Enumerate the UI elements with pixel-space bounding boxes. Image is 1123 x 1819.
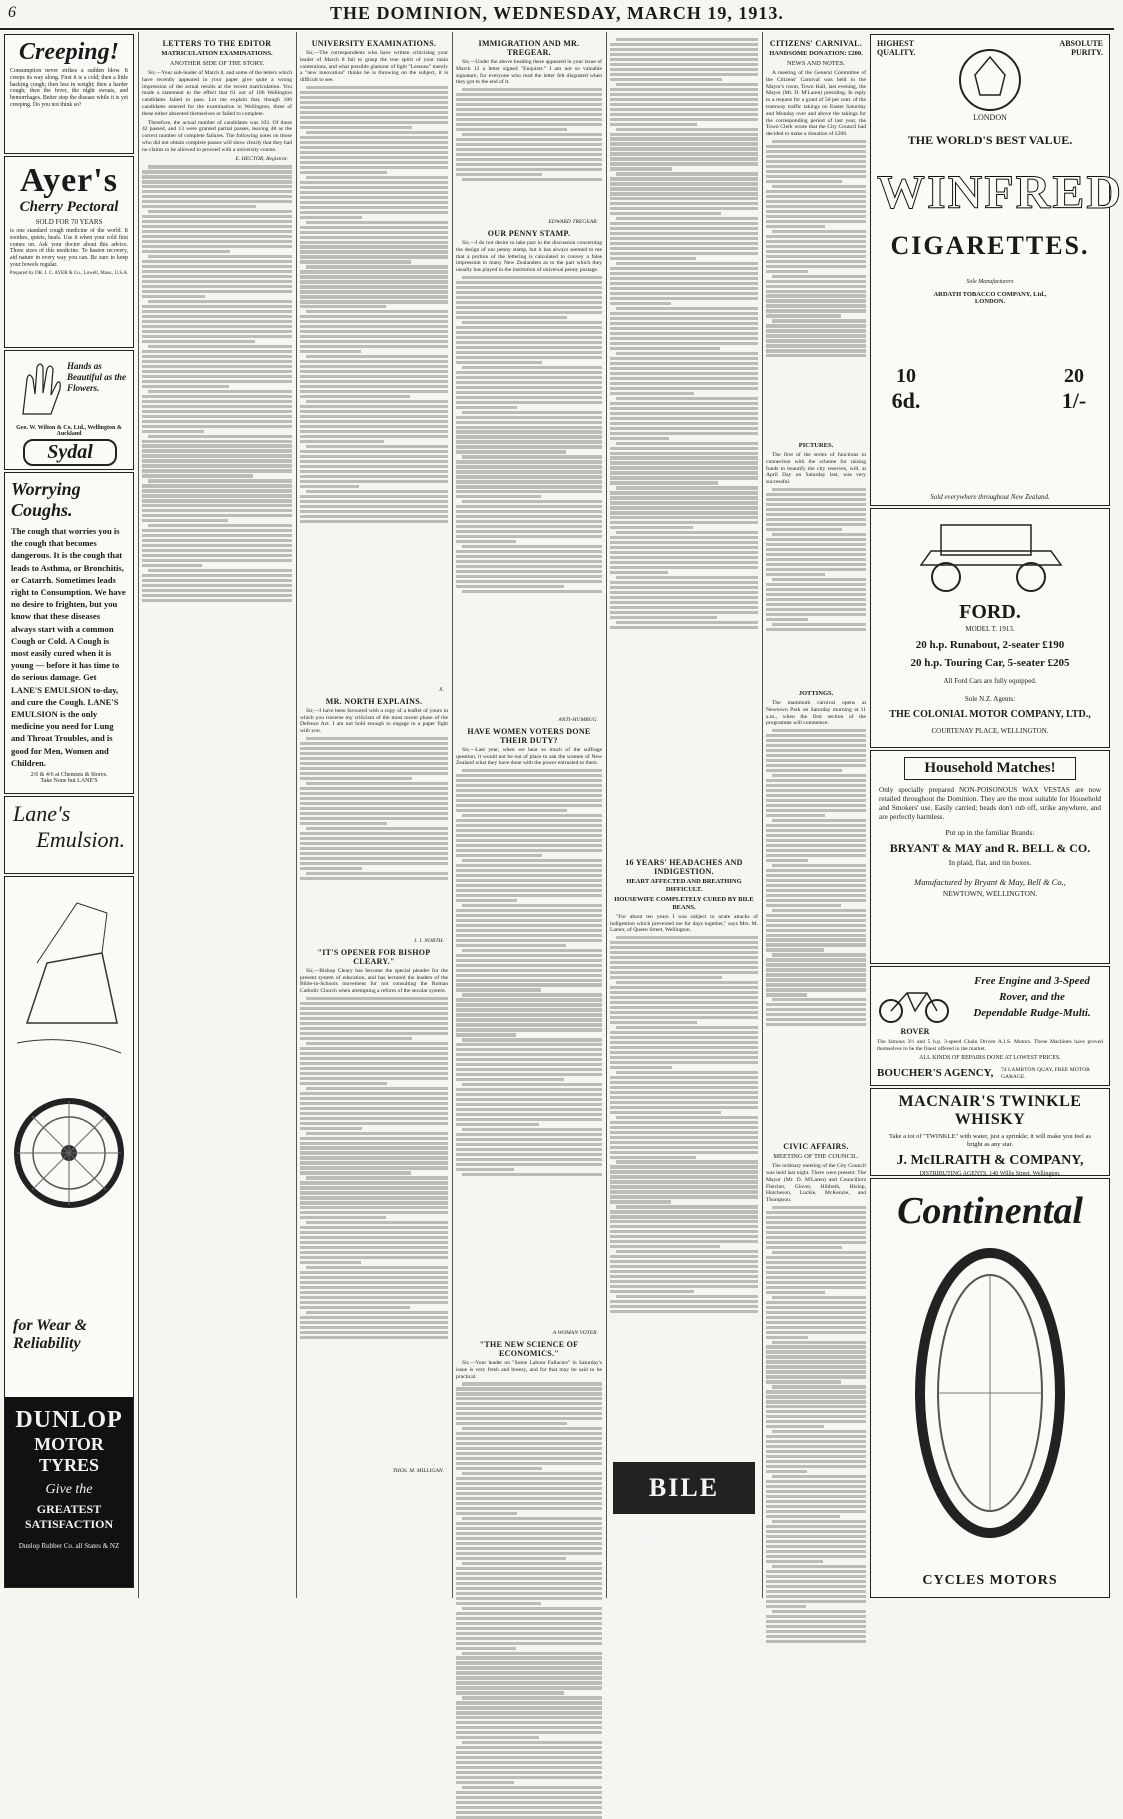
dunlop-tagline: for Wear & Reliability <box>13 1317 88 1352</box>
bile-heading: 16 YEARS' HEADACHES AND INDIGESTION. <box>625 857 743 876</box>
cleary-body-text <box>300 997 448 1467</box>
carnival-paragraph: A meeting of the General Committee of the Citizens' Carnival was held in the Mayor's room, Town Hall, last evening, the Mayor (Mr. D. M'Laren) presiding. In reply to a request for a grant of 50 per cent. of the tramway traffic takings on Easter Saturday and Monday over and above the takings for the corresponding period of last year, the Town Clerk wrote that the City Council had decided to make a donation of £200. <box>766 70 866 138</box>
sydal-ad <box>4 350 134 470</box>
women-voters-paragraph: Sir,—Last year, when we hear so much of the suffrage question, it would not be out of place to ask the women of New Zealand what they have done with the power entrusted to them. <box>456 746 602 767</box>
carnival-subheading: HANDSOME DONATION: £200. <box>769 50 863 57</box>
masthead <box>0 0 1114 30</box>
lanes-brand-box <box>4 796 134 874</box>
civic-subheading: MEETING OF THE COUNCIL. <box>773 1153 859 1161</box>
rover-headline-3: Dependable Rudge-Multi. <box>973 1007 1091 1019</box>
rover-headline-1: Free Engine and 3-Speed <box>974 975 1090 987</box>
penny-stamp-heading: OUR PENNY STAMP. <box>487 228 571 238</box>
ayers-product: Cherry Pectoral <box>19 199 119 215</box>
matches-maker: Manufactured by Bryant & May, Bell & Co., <box>914 877 1066 887</box>
winfred-price-20-cost: 1/- <box>1061 388 1087 413</box>
pictures-heading: PICTURES. <box>798 441 834 449</box>
page-number: 6 <box>8 4 16 21</box>
winfred-price-20 <box>1049 365 1099 414</box>
column-rule <box>296 32 297 1598</box>
column-3-letters <box>300 36 448 1596</box>
winfred-price-10-cost: 6d. <box>891 388 921 413</box>
rover-agency: BOUCHER'S AGENCY, <box>877 1067 994 1079</box>
matches-city: NEWTOWN, WELLINGTON. <box>942 889 1038 898</box>
rover-headline-2: Rover, and the <box>999 991 1065 1003</box>
north-signature: J. J. NORTH. <box>413 937 444 944</box>
rover-ad <box>870 966 1110 1086</box>
women-voters-body-text <box>456 769 602 1329</box>
sydal-hands: Hands as Beautiful as the Flowers. <box>67 361 127 393</box>
continental-footer: CYCLES MOTORS <box>922 1573 1058 1588</box>
ford-equipped: All Ford Cars are fully equipped. <box>943 677 1037 685</box>
university-paragraph: Sir,—The correspondents who have written criticising your leader of March 8 fail to grasp the true spirit of your main contentions, and what possible glamour of light "Lessons" merely a "new innovation" thinks he is throwing on the subject, it is difficult to see. <box>300 50 448 84</box>
whisky-body: Take a tot of "TWINKLE" with water, just a sprinkle; it will make you feel as bright as any star. <box>888 1133 1092 1148</box>
matches-ad <box>870 750 1110 964</box>
letters-subheading: MATRICULATION EXAMINATIONS. <box>161 50 273 57</box>
whisky-company: J. McILRAITH & COMPANY, <box>896 1153 1084 1168</box>
science-paragraph: Sir,—Your leader on "Some Labour Fallacies" in Saturday's issue is very fresh and breezy, and for that may be said to be practical. <box>456 1359 602 1380</box>
sydal-brand: Sydal <box>23 439 117 466</box>
ayers-body: is one standard cough medicine of the world. It soothes, quiets, heals. Use it when your cold first comes on. Ask your doctor about this advice. Three sizes of this medicine. To hasten recovery, aid nature in every way you can. Be sure to keep your bowels regular. <box>10 228 128 268</box>
winfred-right: ABSOLUTE PURITY. <box>1059 39 1103 57</box>
creeping-ad <box>4 34 134 154</box>
column-rule <box>138 32 139 1598</box>
bile-paragraph: "For about ten years I was subject to acute attacks of indigestion which prevented me for days together," says Mrs. M. Lamer, of Queen Street, Wellington. <box>610 913 758 934</box>
jottings-body-text <box>766 729 866 1139</box>
lanes-body: The cough that worries you is the cough that becomes dangerous. It is the cough that leads to Asthma, or Bronchitis, or Catarrh. Sometimes leads right to Consumption. We have no desire to frighten, but you know that these diseases always start with a common Cough or Cold. A Cough is most easily cured when it is young — before it has time to do serious damage. Get LANE'S EMULSION to-day, and cure the Cough. LANE'S EMULSION is the only medicine you need for Lung and Throat Troubles, and is good for Men, Women and Children. <box>11 526 126 768</box>
column-5-letters <box>610 36 758 1596</box>
ayers-sold: SOLD FOR 70 YEARS <box>35 218 103 226</box>
bile-body-text <box>610 936 758 1456</box>
lanes-price: 2/6 & 4/6 at Chemists & Stores. <box>30 772 108 779</box>
civic-paragraph: The ordinary meeting of the City Council was held last night. There were present: The Mayor (Mr. D. M'Laren) and Councillors Fletcher, Glover, Hildreth, Hislop, Hutcheson, Luckie, McKenzie, and Thompson. <box>766 1163 866 1204</box>
dunlop-ad <box>4 876 134 1588</box>
column-6-news <box>766 36 866 1596</box>
ford-ad <box>870 508 1110 748</box>
dunlop-give: Give the <box>45 1482 93 1497</box>
dunlop-panel <box>5 1397 133 1587</box>
whisky-title: MACNAIR'S TWINKLE WHISKY <box>898 1093 1082 1128</box>
tregear-heading: IMMIGRATION AND MR. TREGEAR. <box>478 39 580 57</box>
matches-pack: Put up in the familiar Brands: <box>945 828 1035 837</box>
ford-touring: 20 h.p. Touring Car, 5-seater £205 <box>910 657 1070 669</box>
university-signature: X. <box>439 686 444 693</box>
letters-paragraph: Therefore, the actual number of candidates was 103. Of these 42 passed, and 13 were granted partial passes, leaving 48 as the correct number of complete failures. The following notes on those who did not obtain complete passes will show clearly that they had no claims to be allowed to proceed with a university course. <box>142 119 292 153</box>
lanes-ad <box>4 472 134 794</box>
penny-stamp-signature: ANTI-HUMBUG. <box>558 716 598 723</box>
motorcycle-illustration-icon <box>877 975 953 1025</box>
column-rule <box>762 32 763 1598</box>
tyre-illustration-icon <box>890 1243 1090 1543</box>
tregear-signature: EDWARD TREGEAR. <box>548 219 598 226</box>
column-2-letters <box>142 36 292 1596</box>
whisky-distributors: DISTRIBUTING AGENTS, 140 Willis Street, Wellington. <box>919 1171 1061 1177</box>
rover-address: 74 LAMBTON QUAY, FREE MOTOR GARAGE. <box>1001 1067 1090 1080</box>
women-voters-signature: A WOMAN VOTER. <box>552 1330 598 1337</box>
ford-car-illustration-icon <box>911 515 1071 595</box>
university-body-text <box>300 86 448 686</box>
dunlop-company: Dunlop Rubber Co. all States & NZ <box>18 1542 120 1550</box>
tregear-paragraph: Sir,—Under the above heading there appeared in your issue of March 12 a letter signed "Enquirer." I am not so valuable signature, for everyone who read the letter felt disgusted when they got to the end of it. <box>456 59 602 86</box>
motor-car-illustration-icon <box>7 883 131 1303</box>
ayers-ad <box>4 156 134 348</box>
jottings-paragraph: The mammoth carnival opens at Newtown Park on Saturday morning at 11 a.m., when the first section of the programme will commence. <box>766 699 866 727</box>
hand-illustration-icon <box>13 359 63 419</box>
whisky-ad <box>870 1088 1110 1176</box>
winfred-left: HIGHEST QUALITY. <box>877 39 916 57</box>
winfred-price-10-count: 10 <box>896 365 916 387</box>
north-body-text <box>300 737 448 937</box>
winfred-london: LONDON <box>973 113 1007 122</box>
column-1-ads <box>4 34 134 1600</box>
lanes-note: Take None but LANE'S <box>40 778 98 785</box>
cleary-signature: THOS. M. MILLIGAN. <box>392 1467 444 1474</box>
bile-subheading-1: HEART AFFECTED AND BREATHING DIFFICULT. <box>626 877 742 893</box>
rover-repairs: ALL KINDS OF REPAIRS DONE AT LOWEST PRICES. <box>919 1055 1061 1061</box>
column-4-letters <box>456 36 602 1596</box>
jottings-heading: JOTTINGS. <box>798 689 834 697</box>
crest-icon <box>955 45 1025 115</box>
sydal-agent: Geo. W. Wilton & Co. Ltd., Wellington & Auckland <box>16 425 122 437</box>
winfred-brand: WINFRED <box>877 166 1123 219</box>
tregear-body-text <box>456 88 602 218</box>
winfred-product: CIGARETTES. <box>890 231 1090 260</box>
letters-subheading-2: ANOTHER SIDE OF THE STORY. <box>169 60 265 67</box>
carnival-subheading-2: NEWS AND NOTES. <box>787 60 845 67</box>
dunlop-satisfaction: GREATEST SATISFACTION <box>24 1502 114 1531</box>
north-heading: MR. NORTH EXPLAINS. <box>325 696 423 706</box>
rover-body: The famous 3½ and 5 h.p. 3-speed Chain Driven A.J.S. Motors. These Machines have proved themselves to be the finest offered in the market. <box>877 1039 1103 1052</box>
continental-brand: Continental <box>897 1190 1083 1232</box>
matches-title: Household Matches! <box>904 757 1076 780</box>
bile-beans-logo <box>613 1462 755 1553</box>
ford-brand: FORD. <box>959 601 1021 623</box>
winfred-ad <box>870 34 1123 506</box>
column-5-body-text <box>610 38 758 848</box>
pictures-body-text <box>766 488 866 688</box>
civic-heading: CIVIC AFFAIRS. <box>783 1142 849 1152</box>
pictures-paragraph: The first of the series of functions in connection with the scheme for raising funds to beautify the city reserves, will, at April Day on Saturday last, was very successful. <box>766 451 866 486</box>
cleary-heading: "IT'S OPENER FOR BISHOP CLEARY." <box>317 947 431 966</box>
letters-signature: E. HECTOR, Registrar. <box>235 155 288 162</box>
column-rule <box>452 32 453 1598</box>
dunlop-product: MOTOR TYRES <box>34 1434 104 1475</box>
dunlop-brand: DUNLOP <box>15 1407 123 1433</box>
university-heading: UNIVERSITY EXAMINATIONS. <box>311 39 437 48</box>
bile-beans-name: BILE BEANS <box>635 1473 733 1553</box>
ford-runabout: 20 h.p. Runabout, 2-seater £190 <box>915 639 1065 651</box>
winfred-maker: ARDATH TOBACCO COMPANY, Ltd., LONDON. <box>933 291 1047 305</box>
newspaper-title: THE DOMINION, WEDNESDAY, MARCH 19, 1913. <box>330 3 784 23</box>
penny-stamp-paragraph: Sir,—I do not desire to take part in the discussion concerning the design of our penny stamp, but it has always seemed to me that a portion of the lettering is calculated to convey a false impression to many New Zealanders as to the part which they usually has played in the institution of universal penny postage. <box>456 239 602 274</box>
ayers-maker: Prepared by DR. J. C. AYER & Co., Lowell, Mass., U.S.A. <box>9 270 129 276</box>
lanes-brand-1: Lane's <box>13 801 71 826</box>
winfred-maker-label: Sole Manufacturers <box>966 279 1014 285</box>
letters-paragraph: Sir,—Your sub-leader of March 8, and some of the letters which have recently appeared in your paper give quite a wrong impression of the actual results at the recent matriculation. You made a statement to the effect that 61 out of 106 Wellington candidates failed to pass. Let me explain that, though 106 candidates entered for the examination in Wellington, three of these either absented themselves or failed to complete. <box>142 70 292 117</box>
ford-address: COURTENAY PLACE, WELLINGTON. <box>931 727 1049 735</box>
winfred-slogan: THE WORLD'S BEST VALUE. <box>907 133 1073 147</box>
matches-brands: BRYANT & MAY and R. BELL & CO. <box>889 841 1091 855</box>
winfred-footer: Sold everywhere throughout New Zealand. <box>930 493 1050 501</box>
matches-body: Only specially prepared NON-POISONOUS WAX VESTAS are now retailed throughout the Dominion. They are the most suitable for Household and Smokers' use. Easily carried; heads don't rub off, strike anywhere, and are perfectly harmless. <box>879 786 1101 821</box>
ford-agents: Sole N.Z. Agents: <box>964 695 1016 703</box>
column-7-ads <box>870 34 1123 1600</box>
lanes-brand-2: Emulsion. <box>36 827 125 852</box>
winfred-price-10 <box>881 365 931 414</box>
bile-subheading-2: HOUSEWIFE COMPLETELY CURED BY BILE BEANS. <box>614 895 754 911</box>
rover-brand: ROVER <box>900 1027 930 1036</box>
winfred-price-20-count: 20 <box>1064 365 1084 387</box>
women-voters-heading: HAVE WOMEN VOTERS DONE THEIR DUTY? <box>467 726 591 745</box>
creeping-body: Consumption never strikes a sudden blow. It creeps its way along. First it is a cold; then a little hacking cough; then less in weight; then a harder cough; then the fever, the night sweats, and hemorrhages. Better stop the disease while it is yet creeping. Do you not think so? <box>10 68 128 108</box>
cleary-paragraph: Sir,—Bishop Cleary has become the special pleader for the present system of education, and has lectured the leaders of the Bible-in-Schools movement for not consulting the Roman Catholic Church when attempting a reform of the secular system. <box>300 967 448 995</box>
science-body-text <box>456 1382 602 1819</box>
column-rule <box>606 32 607 1598</box>
penny-stamp-body-text <box>456 276 602 716</box>
science-heading: "THE NEW SCIENCE OF ECONOMICS." <box>479 1339 579 1358</box>
ford-company: THE COLONIAL MOTOR COMPANY, LTD., <box>889 709 1091 720</box>
civic-body-text <box>766 1206 866 1643</box>
carnival-body-text <box>766 140 866 440</box>
lanes-headline-1: Worrying <box>11 479 81 499</box>
north-paragraph: Sir,—I have been favoured with a copy of a leaflet of yours in which you traverse my criticism of the most recent phase of the Defence Act. I am not bold enough to engage in a paper fight with you. <box>300 707 448 735</box>
creeping-headline: Creeping! <box>18 39 119 65</box>
continental-ad <box>870 1178 1110 1598</box>
letters-body-text <box>142 165 292 602</box>
ford-model: MODEL T. 1913. <box>965 625 1015 633</box>
matches-pack-2: In plaid, flat, and tin boxes. <box>948 858 1032 867</box>
carnival-heading: CITIZENS' CARNIVAL. <box>769 39 863 48</box>
ayers-name: Ayer's <box>20 162 118 199</box>
letters-heading: LETTERS TO THE EDITOR <box>162 39 272 48</box>
lanes-headline-2: Coughs. <box>11 500 73 520</box>
